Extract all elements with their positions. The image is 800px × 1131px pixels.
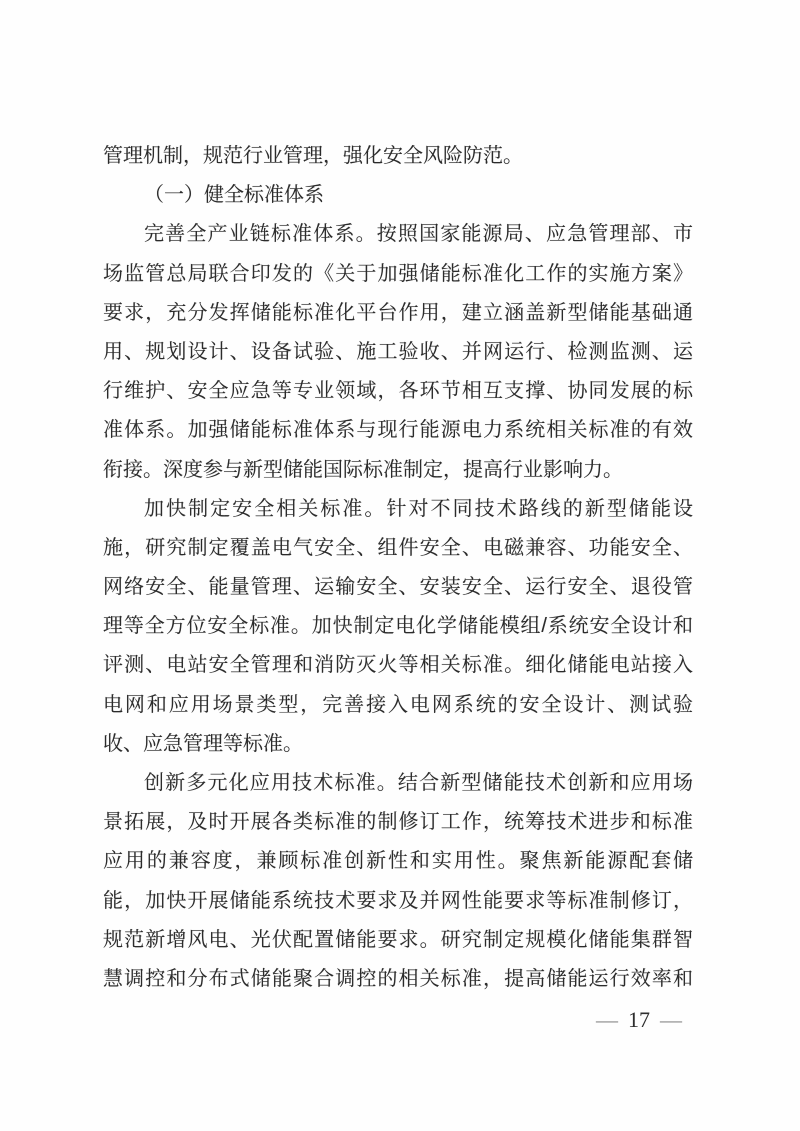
text-line: 收、应急管理等标准。 <box>103 732 303 755</box>
text-line: 场监管总局联合印发的《关于加强储能标准化工作的实施方案》 <box>103 262 693 285</box>
text-line: 准体系。加强储能标准体系与现行能源电力系统相关标准的有效 <box>103 419 693 442</box>
text-line: 用、规划设计、设备试验、施工验收、并网运行、检测监测、运 <box>103 340 693 363</box>
text-line: 要求，充分发挥储能标准化平台作用，建立涵盖新型储能基础通 <box>103 301 693 324</box>
text-line: 施，研究制定覆盖电气安全、组件安全、电磁兼容、功能安全、 <box>103 536 693 559</box>
text-line: 理等全方位安全标准。加快制定电化学储能模组/系统安全设计和 <box>103 615 693 638</box>
document-body <box>103 137 693 999</box>
text-line: 行维护、安全应急等专业领域，各环节相互支撑、协同发展的标 <box>103 380 693 403</box>
text-line: 慧调控和分布式储能聚合调控的相关标准，提高储能运行效率和 <box>103 967 693 990</box>
text-line: 规范新增风电、光伏配置储能要求。研究制定规模化储能集群智 <box>103 928 693 951</box>
text-line: 能，加快开展储能系统技术要求及并网性能要求等标准制修订， <box>103 889 693 912</box>
footer-dash-left: — <box>596 1007 618 1032</box>
text-line: 评测、电站安全管理和消防灭火等相关标准。细化储能电站接入 <box>103 654 693 677</box>
text-line: 加快制定安全相关标准。针对不同技术路线的新型储能设 <box>144 497 693 520</box>
page-footer <box>596 1003 682 1037</box>
text-line: 创新多元化应用技术标准。结合新型储能技术创新和应用场 <box>144 772 693 794</box>
text-line: 网络安全、能量管理、运输安全、安装安全、运行安全、退役管 <box>103 576 693 599</box>
text-line: （一）健全标准体系 <box>144 184 324 207</box>
text-line: 管理机制，规范行业管理，强化安全风险防范。 <box>103 145 523 167</box>
text-line: 完善全产业链标准体系。按照国家能源局、应急管理部、市 <box>144 223 693 246</box>
text-line: 衔接。深度参与新型储能国际标准制定，提高行业影响力。 <box>103 458 623 481</box>
text-line: 景拓展，及时开展各类标准的制修订工作，统筹技术进步和标准 <box>103 811 693 834</box>
text-line: 电网和应用场景类型，完善接入电网系统的安全设计、测试验 <box>103 693 693 716</box>
footer-dash-right: — <box>660 1007 682 1032</box>
page-number: 17 <box>628 1007 650 1032</box>
text-line: 应用的兼容度，兼顾标准创新性和实用性。聚焦新能源配套储 <box>103 850 693 873</box>
